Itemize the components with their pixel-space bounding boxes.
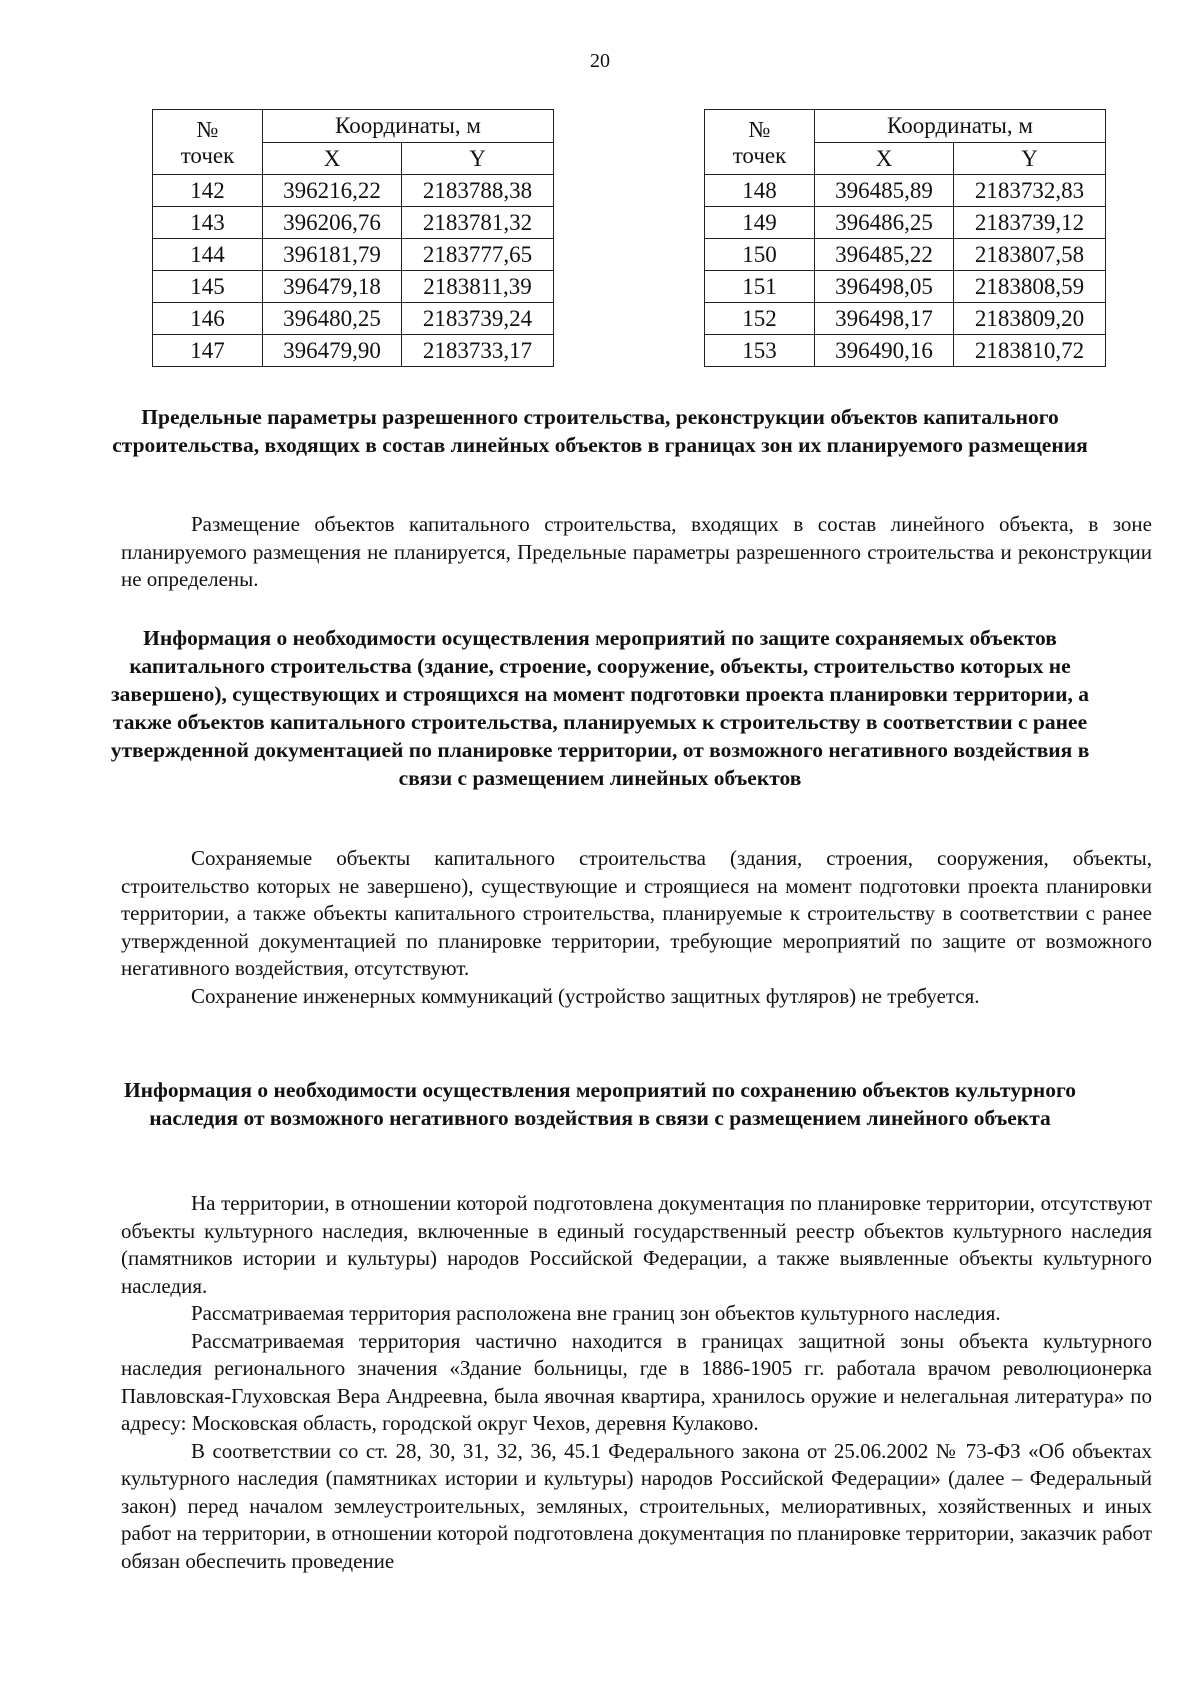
cell-point: 153: [705, 335, 815, 367]
cell-y: 2183807,58: [954, 239, 1106, 271]
cell-point: 146: [153, 303, 263, 335]
cell-point: 144: [153, 239, 263, 271]
header-num: №: [153, 110, 263, 143]
table-row: [705, 271, 1106, 303]
cell-point: 143: [153, 207, 263, 239]
header-coordinates: Координаты, м: [815, 110, 1106, 143]
table-row: [705, 303, 1106, 335]
cell-point: 145: [153, 271, 263, 303]
coordinates-table-left: [152, 109, 554, 367]
cell-y: 2183733,17: [402, 335, 554, 367]
section-body-construction-parameters: [121, 511, 1152, 594]
paragraph: Сохраняемые объекты капитального строительства (здания, строения, сооружения, объекты, строительство которых не завершено), существующие и строящиеся на момент подготовки проекта планировки территории, а также объекты капитального строительства, планируемые к строительству в соответствии с ранее утвержденной документацией по планировке территории, требующие мероприятий по защите от возможного негативного воздействия, отсутствуют.: [121, 846, 1152, 980]
cell-x: 396498,05: [815, 271, 954, 303]
cell-x: 396485,89: [815, 175, 954, 207]
table-row: [153, 239, 554, 271]
header-coordinates: Координаты, м: [263, 110, 554, 143]
table-row: [153, 175, 554, 207]
cell-x: 396485,22: [815, 239, 954, 271]
table-row: [705, 175, 1106, 207]
cell-x: 396479,18: [263, 271, 402, 303]
header-y: Y: [402, 143, 554, 175]
cell-point: 152: [705, 303, 815, 335]
header-points: точек: [705, 143, 815, 175]
cell-y: 2183781,32: [402, 207, 554, 239]
section-heading-construction-parameters: Предельные параметры разрешенного строительства, реконструкции объектов капитального строительства, входящих в состав линейных объектов в границах зон их планируемого размещения: [112, 405, 1088, 457]
cell-point: 150: [705, 239, 815, 271]
cell-y: 2183739,24: [402, 303, 554, 335]
table-row: [705, 335, 1106, 367]
paragraph: Размещение объектов капитального строительства, входящих в состав линейного объекта, в зоне планируемого размещения не планируется, Предельные параметры разрешенного строительства и реконструкции не определены.: [121, 512, 1152, 591]
table-row: [705, 239, 1106, 271]
page-number: 20: [590, 50, 610, 72]
paragraph: Рассматриваемая территория расположена вне границ зон объектов культурного наследия.: [191, 1301, 1001, 1325]
paragraph: В соответствии со ст. 28, 30, 31, 32, 36, 45.1 Федерального закона от 25.06.2002 № 73-ФЗ «Об объектах культурного наследия (памятниках истории и культуры) народов Российской Федерации» (далее – Федеральный закон) перед началом землеустроительных, земляных, строительных, мелиоративных, хозяйственных и иных работ на территории, в отношении которой подготовлена документация по планировке территории, заказчик работ обязан обеспечить проведение: [121, 1438, 1152, 1573]
header-x: X: [263, 143, 402, 175]
section-body-protection-measures: [121, 845, 1152, 1010]
paragraph: На территории, в отношении которой подготовлена документация по планировке территории, отсутствуют объекты культурного наследия, включенные в единый государственный реестр объектов культурного наследия (памятников истории и культуры) народов Российской Федерации, а также выявленные объекты культурного наследия.: [121, 1191, 1152, 1298]
table-row: [705, 207, 1106, 239]
cell-point: 149: [705, 207, 815, 239]
section-body-cultural-heritage: [121, 1190, 1152, 1575]
cell-point: 151: [705, 271, 815, 303]
cell-x: 396490,16: [815, 335, 954, 367]
cell-y: 2183732,83: [954, 175, 1106, 207]
cell-y: 2183810,72: [954, 335, 1106, 367]
cell-x: 396479,90: [263, 335, 402, 367]
cell-y: 2183739,12: [954, 207, 1106, 239]
table-row: [153, 271, 554, 303]
cell-x: 396498,17: [815, 303, 954, 335]
header-x: X: [815, 143, 954, 175]
header-y: Y: [954, 143, 1106, 175]
section-heading-cultural-heritage: Информация о необходимости осуществления мероприятий по сохранению объектов культурного наследия от возможного негативного воздействия в связи с размещением линейного объекта: [123, 1078, 1077, 1130]
cell-y: 2183808,59: [954, 271, 1106, 303]
cell-x: 396480,25: [263, 303, 402, 335]
cell-x: 396216,22: [263, 175, 402, 207]
table-row: [153, 303, 554, 335]
cell-y: 2183809,20: [954, 303, 1106, 335]
cell-y: 2183811,39: [402, 271, 554, 303]
cell-point: 147: [153, 335, 263, 367]
paragraph: Рассматриваемая территория частично находится в границах защитной зоны объекта культурного наследия регионального значения «Здание больницы, где в 1886-1905 гг. работала врачом революционерка Павловская-Глуховская Вера Андреевна, была явочная квартира, хранилось оружие и нелегальная литература» по адресу: Московская область, городской округ Чехов, деревня Кулаково.: [121, 1328, 1152, 1435]
cell-y: 2183788,38: [402, 175, 554, 207]
cell-x: 396206,76: [263, 207, 402, 239]
cell-x: 396486,25: [815, 207, 954, 239]
cell-y: 2183777,65: [402, 239, 554, 271]
header-points: точек: [153, 143, 263, 175]
paragraph: Сохранение инженерных коммуникаций (устройство защитных футляров) не требуется.: [191, 983, 980, 1008]
table-row: [153, 335, 554, 367]
cell-point: 148: [705, 175, 815, 207]
section-heading-protection-measures: Информация о необходимости осуществления мероприятий по защите сохраняемых объектов капитального строительства (здание, строение, сооружение, объекты, строительство которых не завершено), существующих и строящихся на момент подготовки проекта планировки территории, а также объектов капитального строительства, планируемых к строительству в соответствии с ранее утвержденной документацией по планировке территории, от возможного негативного воздействия в связи с размещением линейных объектов: [110, 626, 1090, 790]
header-num: №: [705, 110, 815, 143]
table-row: [153, 207, 554, 239]
cell-x: 396181,79: [263, 239, 402, 271]
coordinates-table-right: [704, 109, 1106, 367]
cell-point: 142: [153, 175, 263, 207]
